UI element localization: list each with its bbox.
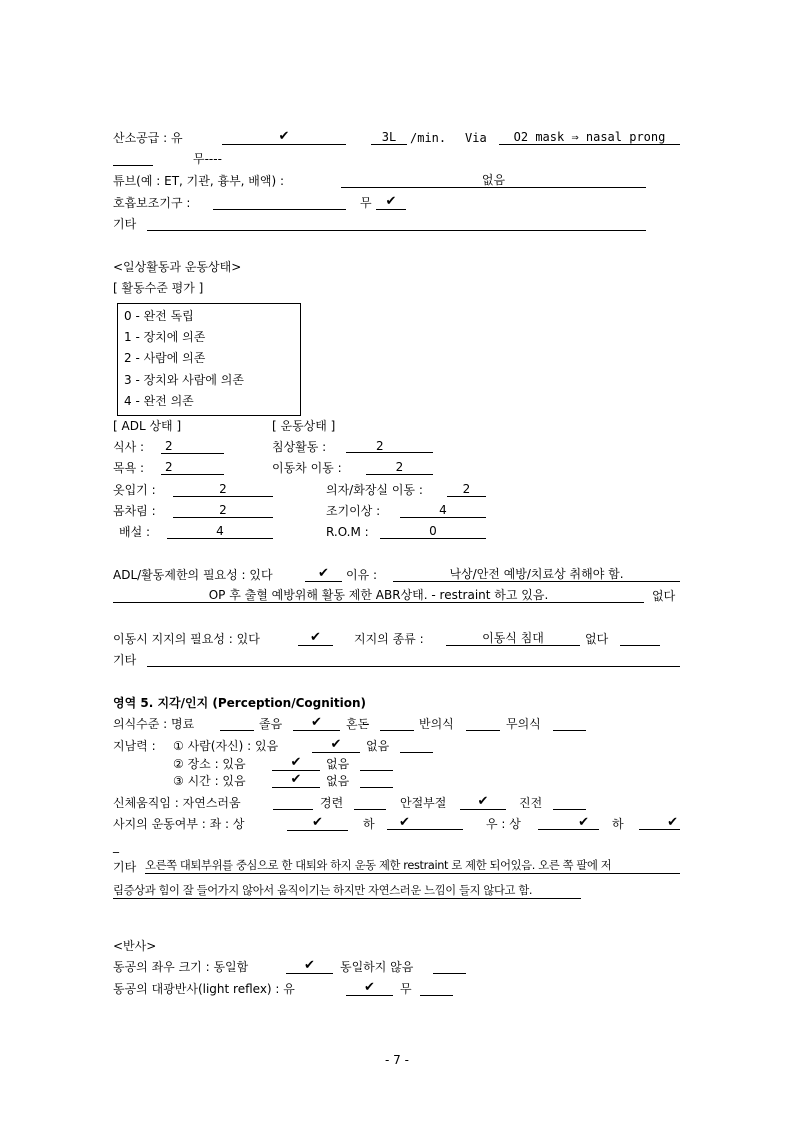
restriction-reason-line1[interactable]: 낙상/안전 예방/치료상 취해야 함.: [393, 567, 680, 582]
motion-value-early-ambulation[interactable]: 4: [400, 503, 486, 518]
oxygen-label: 산소공급 : 유: [113, 131, 183, 145]
movement-tremor-field[interactable]: [553, 795, 586, 810]
orientation-place-check[interactable]: ✔: [272, 756, 320, 771]
adl-label-dressing: 옷입기 :: [113, 483, 156, 497]
support-type-label: 지지의 종류 :: [354, 632, 424, 646]
adl-label-eating: 식사 :: [113, 440, 145, 454]
adl-value-toileting[interactable]: 4: [167, 524, 273, 539]
motion-label-chair-toilet: 의자/화장실 이동 :: [326, 483, 423, 497]
consciousness-label: 의식수준 : 명료: [113, 717, 195, 731]
perception-etc-label: 기타: [113, 860, 137, 874]
oxygen-yes-check[interactable]: ✔: [222, 130, 346, 145]
level-2: 2 - 사람에 의존: [124, 351, 206, 365]
movement-restless-check[interactable]: ✔: [460, 795, 506, 810]
consciousness-confused-field[interactable]: [380, 716, 414, 731]
orientation-person-check[interactable]: ✔: [312, 738, 360, 753]
breathing-aid-label: 호흡보조기구 :: [113, 196, 191, 210]
perception-etc-line2[interactable]: 림증상과 힘이 잘 들어가지 않아서 움직이기는 하지만 자연스러운 느낌이 들지 않다고 함.: [113, 884, 581, 899]
page-number: - 7 -: [385, 1053, 409, 1067]
activity-level-heading: [ 활동수준 평가 ]: [113, 281, 204, 295]
breathing-aid-no-label: 무: [360, 196, 372, 210]
restriction-reason-line2[interactable]: OP 후 출혈 예방위해 활동 제한 ABR상태. - restraint 하고 있음.: [113, 588, 644, 603]
breathing-aid-no-check[interactable]: ✔: [376, 195, 406, 210]
limb-right-lower-check[interactable]: ✔: [639, 816, 680, 830]
limb-right-label: 우 : 상: [486, 817, 521, 831]
oxygen-no-label: 무----: [193, 152, 222, 166]
motion-label-bed: 침상활동 :: [272, 440, 327, 454]
orientation-label: 지남력 :: [113, 739, 156, 753]
adl-value-dressing[interactable]: 2: [173, 482, 273, 497]
restriction-label: ADL/활동제한의 필요성 : 있다: [113, 568, 273, 582]
orientation-person-no-label: 없음: [366, 739, 390, 753]
adl-label-grooming: 몸차림 :: [113, 504, 156, 518]
pupil-size-equal-check[interactable]: ✔: [286, 959, 333, 974]
restriction-reason-label: 이유 :: [346, 568, 378, 582]
adl-label-toileting: 배설 :: [119, 525, 151, 539]
adl-value-bathing[interactable]: 2: [161, 460, 224, 475]
adl-value-grooming[interactable]: 2: [173, 503, 273, 518]
orientation-person-label: ① 사람(자신) : 있음: [173, 739, 279, 753]
orientation-time-no-field[interactable]: [360, 773, 393, 788]
reflex-heading: <반사>: [113, 939, 157, 953]
pupil-size-unequal-label: 동일하지 않음: [340, 960, 414, 974]
etc1-field[interactable]: [147, 216, 646, 231]
section5-heading: 영역 5. 지각/인지 (Perception/Cognition): [113, 696, 366, 710]
adl-heading: [ ADL 상태 ]: [113, 419, 182, 433]
oxygen-unit: /min.: [410, 131, 447, 145]
support-label: 이동시 지지의 필요성 : 있다: [113, 632, 260, 646]
consciousness-semicoma-field[interactable]: [466, 716, 500, 731]
breathing-aid-yes-field[interactable]: [213, 195, 346, 210]
restriction-yes-check[interactable]: ✔: [305, 567, 342, 582]
tube-value[interactable]: 없음: [341, 173, 646, 188]
orientation-time-check[interactable]: ✔: [272, 773, 320, 788]
support-type-value[interactable]: 이동식 침대: [446, 631, 580, 646]
orientation-place-label: ② 장소 : 있음: [173, 757, 246, 771]
orientation-place-no-field[interactable]: [360, 756, 393, 771]
motion-value-rom[interactable]: 0: [380, 524, 486, 539]
support-yes-check[interactable]: ✔: [298, 631, 333, 646]
limb-label: 사지의 운동여부 : 좌 : 상: [113, 817, 245, 831]
support-no-label: 없다: [585, 632, 609, 646]
limb-right-upper-check[interactable]: ✔: [538, 816, 599, 830]
limb-right-lower-label: 하: [612, 817, 624, 831]
perception-etc-line1[interactable]: 오른쪽 대퇴부위를 중심으로 한 대퇴와 하지 운동 제한 restraint 로 제한 되어있음. 오른 쪽 팔에 저: [145, 859, 680, 874]
consciousness-coma-field[interactable]: [553, 716, 586, 731]
oxygen-via-label: Via: [465, 131, 487, 145]
limb-left-upper-check[interactable]: ✔: [287, 816, 348, 831]
limb-left-lower-check[interactable]: ✔: [387, 816, 463, 830]
movement-restless-label: 안절부절: [400, 796, 447, 810]
motion-value-wheelchair[interactable]: 2: [366, 460, 433, 475]
level-3: 3 - 장치와 사람에 의존: [124, 373, 244, 387]
consciousness-coma-label: 무의식: [506, 717, 541, 731]
movement-natural-field[interactable]: [273, 795, 313, 810]
limb-left-lower-label: 하: [363, 817, 375, 831]
motion-heading: [ 운동상태 ]: [272, 419, 336, 433]
orientation-place-no-label: 없음: [326, 757, 350, 771]
limb-dash: _: [113, 839, 119, 853]
pupil-size-label: 동공의 좌우 크기 : 동일함: [113, 960, 249, 974]
level-0: 0 - 완전 독립: [124, 309, 194, 323]
oxygen-via-value[interactable]: O2 mask ⇒ nasal prong: [499, 130, 680, 145]
support-no-field[interactable]: [620, 631, 660, 646]
movement-spasm-label: 경련: [320, 796, 344, 810]
consciousness-confused-label: 혼돈: [346, 717, 370, 731]
orientation-person-no-field[interactable]: [400, 738, 433, 753]
light-reflex-no-field[interactable]: [420, 981, 453, 996]
motion-label-early-ambulation: 조기이상 :: [326, 504, 381, 518]
consciousness-semicoma-label: 반의식: [419, 717, 454, 731]
motion-label-rom: R.O.M :: [326, 525, 369, 539]
level-1: 1 - 장치에 의존: [124, 330, 206, 344]
restriction-no-label: 없다: [652, 589, 676, 603]
light-reflex-yes-check[interactable]: ✔: [346, 981, 393, 996]
adl-label-bathing: 목욕 :: [113, 461, 145, 475]
pupil-size-unequal-field[interactable]: [433, 959, 466, 974]
adl-value-eating[interactable]: 2: [161, 439, 224, 454]
movement-spasm-field[interactable]: [354, 795, 386, 810]
motion-value-bed[interactable]: 2: [346, 439, 433, 453]
orientation-time-no-label: 없음: [326, 774, 350, 788]
level-4: 4 - 완전 의존: [124, 394, 194, 408]
oxygen-flow[interactable]: 3L: [371, 130, 407, 145]
support-etc-label: 기타: [113, 653, 137, 667]
tube-label: 튜브(예 : ET, 기관, 흉부, 배액) :: [113, 174, 285, 188]
orientation-time-label: ③ 시간 : 있음: [173, 774, 246, 788]
consciousness-drowsy-check[interactable]: ✔: [293, 716, 340, 731]
light-reflex-label: 동공의 대광반사(light reflex) : 유: [113, 982, 295, 996]
movement-label: 신체움직임 : 자연스러움: [113, 796, 241, 810]
etc1-label: 기타: [113, 217, 137, 231]
motion-value-chair-toilet[interactable]: 2: [447, 482, 486, 497]
consciousness-alert-field[interactable]: [220, 716, 254, 731]
light-reflex-no-label: 무: [400, 982, 412, 996]
consciousness-drowsy-label: 졸음: [259, 717, 283, 731]
support-etc-field[interactable]: [147, 652, 680, 667]
motion-label-wheelchair: 이동차 이동 :: [272, 461, 342, 475]
oxygen-via-continuation[interactable]: [113, 151, 153, 166]
movement-tremor-label: 진전: [519, 796, 543, 810]
daily-activity-heading: <일상활동과 운동상태>: [113, 260, 242, 274]
